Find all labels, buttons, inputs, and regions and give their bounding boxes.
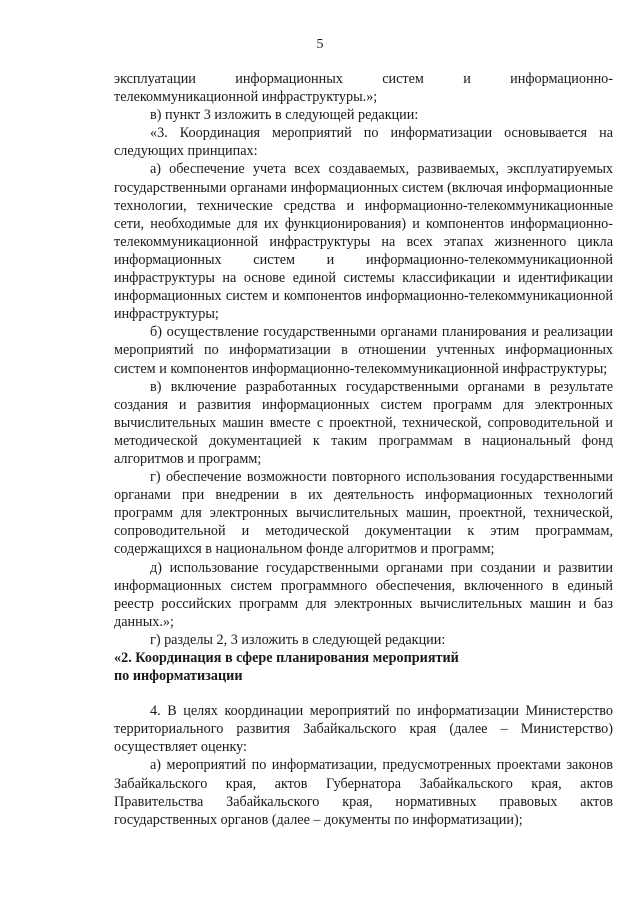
section-heading-line2: по информатизации bbox=[114, 668, 243, 685]
paragraph-principle-a: а) обеспечение учета всех создаваемых, развиваемых, эксплуатируемых государственными органами информационных систем (включая информационные технологии, технические средства и информационно-телекоммуникационные сети, необходимые для их функционирования) и компонентов информационно-телекоммуникационной инфраструктуры на всех этапах жизненного цикла информационных систем и информационно-телекоммуникационной инфраструктуры на основе единой системы классификации и идентификации информационных систем и компонентов информационно-телекоммуникационной инфраструктуры; bbox=[114, 161, 613, 323]
paragraph-item-g: г) разделы 2, 3 изложить в следующей редакции: bbox=[150, 631, 446, 648]
paragraph-continuation: эксплуатации информационных систем и информационно-телекоммуникационной инфраструктуры.»; bbox=[114, 71, 613, 106]
paragraph-item-v: в) пункт 3 изложить в следующей редакции: bbox=[150, 107, 419, 124]
section-heading-line1: «2. Координация в сфере планирования мероприятий bbox=[114, 650, 459, 666]
paragraph-principle-b: б) осуществление государственными органами планирования и реализации мероприятий по информатизации в отношении учтенных информационных систем и компонентов информационно-телекоммуникационной инфраструктуры; bbox=[114, 324, 613, 377]
page-number: 5 bbox=[316, 37, 324, 52]
paragraph-principle-g: г) обеспечение возможности повторного использования государственными органами при внедрении в их деятельность информационных технологий программ для электронных вычислительных машин, проектной, технической, сопроводительной и методической документации к этим программам, содержащихся в национальном фонде алгоритмов и программ; bbox=[114, 469, 613, 558]
paragraph-principle-v: в) включение разработанных государственными органами в результате создания и развития информационных систем программ для электронных вычислительных машин вместе с проектной, технической, сопроводительной и методической документацией к таким программам в национальный фонд алгоритмов и программ; bbox=[114, 378, 613, 467]
paragraph-point-4-a: а) мероприятий по информатизации, предусмотренных проектами законов Забайкальского края, актов Губернатора Забайкальского края, актов Правительства Забайкальского края, нормативных правовых актов государственных органов (далее – документы по информатизации); bbox=[114, 757, 613, 828]
section-heading bbox=[114, 649, 613, 685]
paragraph-point-3: «3. Координация мероприятий по информатизации основывается на следующих принципах: bbox=[114, 125, 613, 160]
document-body bbox=[114, 70, 613, 829]
paragraph-point-4: 4. В целях координации мероприятий по информатизации Министерство территориального развития Забайкальского края (далее – Министерство) осуществляет оценку: bbox=[114, 703, 613, 756]
paragraph-principle-d: д) использование государственными органами при создании и развитии информационных систем программного обеспечения, включенного в единый реестр российских программ для электронных вычислительных машин и баз данных.»; bbox=[114, 559, 613, 630]
